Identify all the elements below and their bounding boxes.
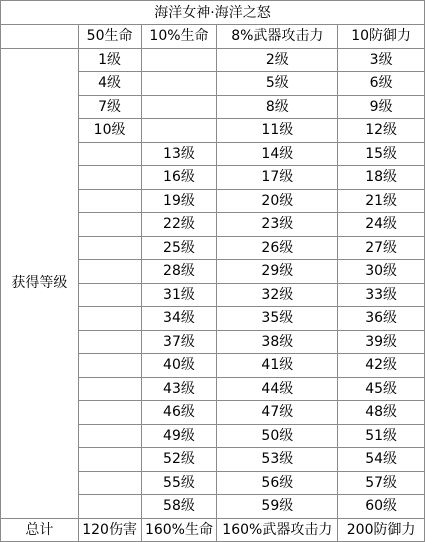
level-cell: 59级 (217, 495, 338, 519)
level-cell: 38级 (217, 330, 338, 354)
level-cell (78, 260, 141, 284)
title-row (1, 1, 425, 25)
level-cell: 8级 (217, 95, 338, 119)
level-cell: 19级 (141, 189, 217, 213)
level-cell: 47级 (217, 401, 338, 425)
header-cell-hp: 50生命 (78, 25, 141, 49)
level-cell: 17级 (217, 166, 338, 190)
totals-cell: 120伤害 (78, 518, 141, 542)
level-cell: 15级 (338, 142, 425, 166)
level-cell (78, 236, 141, 260)
level-cell: 22级 (141, 213, 217, 237)
level-cell: 40级 (141, 354, 217, 378)
level-cell: 49级 (141, 424, 217, 448)
level-cell: 13级 (141, 142, 217, 166)
level-cell (141, 95, 217, 119)
level-cell: 53级 (217, 448, 338, 472)
level-cell: 36级 (338, 307, 425, 331)
level-cell: 46级 (141, 401, 217, 425)
level-cell (141, 72, 217, 96)
level-cell: 60级 (338, 495, 425, 519)
level-cell: 57级 (338, 471, 425, 495)
totals-cell: 200防御力 (338, 518, 425, 542)
level-cell: 32级 (217, 283, 338, 307)
level-cell: 3级 (338, 48, 425, 72)
level-cell (78, 377, 141, 401)
level-cell: 51级 (338, 424, 425, 448)
level-cell: 16级 (141, 166, 217, 190)
header-cell-weapon-attack: 8%武器攻击力 (217, 25, 338, 49)
table-row (1, 48, 425, 72)
level-cell: 27级 (338, 236, 425, 260)
level-cell: 21级 (338, 189, 425, 213)
level-cell: 37级 (141, 330, 217, 354)
totals-label: 总计 (1, 518, 79, 542)
level-cell: 18级 (338, 166, 425, 190)
row-group-label: 获得等级 (1, 48, 79, 518)
level-cell: 28级 (141, 260, 217, 284)
totals-cell: 160%武器攻击力 (217, 518, 338, 542)
level-cell: 54级 (338, 448, 425, 472)
totals-cell: 160%生命 (141, 518, 217, 542)
level-cell: 42级 (338, 354, 425, 378)
level-cell (78, 495, 141, 519)
level-cell (78, 330, 141, 354)
level-cell: 50级 (217, 424, 338, 448)
level-cell: 5级 (217, 72, 338, 96)
level-cell: 9级 (338, 95, 425, 119)
level-cell: 58级 (141, 495, 217, 519)
level-cell: 25级 (141, 236, 217, 260)
level-cell (78, 307, 141, 331)
level-cell: 6级 (338, 72, 425, 96)
level-cell: 41级 (217, 354, 338, 378)
level-cell: 44级 (217, 377, 338, 401)
level-cell: 12级 (338, 119, 425, 143)
level-cell: 2级 (217, 48, 338, 72)
level-cell: 34级 (141, 307, 217, 331)
level-cell: 23级 (217, 213, 338, 237)
level-cell: 48级 (338, 401, 425, 425)
level-cell: 43级 (141, 377, 217, 401)
level-cell (78, 401, 141, 425)
level-cell: 1级 (78, 48, 141, 72)
level-cell: 35级 (217, 307, 338, 331)
level-cell: 11级 (217, 119, 338, 143)
level-cell (78, 142, 141, 166)
level-cell: 56级 (217, 471, 338, 495)
level-cell: 10级 (78, 119, 141, 143)
level-cell: 4级 (78, 72, 141, 96)
header-row (1, 25, 425, 49)
level-cell: 30级 (338, 260, 425, 284)
level-cell (78, 424, 141, 448)
header-cell-hp-percent: 10%生命 (141, 25, 217, 49)
level-cell: 20级 (217, 189, 338, 213)
level-cell (141, 119, 217, 143)
level-cell: 14级 (217, 142, 338, 166)
level-cell (78, 471, 141, 495)
level-cell (78, 354, 141, 378)
level-cell (141, 48, 217, 72)
level-cell: 52级 (141, 448, 217, 472)
level-cell (78, 283, 141, 307)
level-cell: 7级 (78, 95, 141, 119)
level-cell: 26级 (217, 236, 338, 260)
level-cell: 39级 (338, 330, 425, 354)
header-cell-defense: 10防御力 (338, 25, 425, 49)
level-cell: 29级 (217, 260, 338, 284)
reward-table-body (1, 1, 425, 542)
table-title: 海洋女神·海洋之怒 (1, 1, 425, 25)
totals-row (1, 518, 425, 542)
header-cell-blank (1, 25, 79, 49)
level-cell: 45级 (338, 377, 425, 401)
level-cell: 24级 (338, 213, 425, 237)
level-cell (78, 166, 141, 190)
level-cell (78, 448, 141, 472)
level-cell: 31级 (141, 283, 217, 307)
level-cell (78, 213, 141, 237)
level-cell: 33级 (338, 283, 425, 307)
level-cell: 55级 (141, 471, 217, 495)
level-cell (78, 189, 141, 213)
